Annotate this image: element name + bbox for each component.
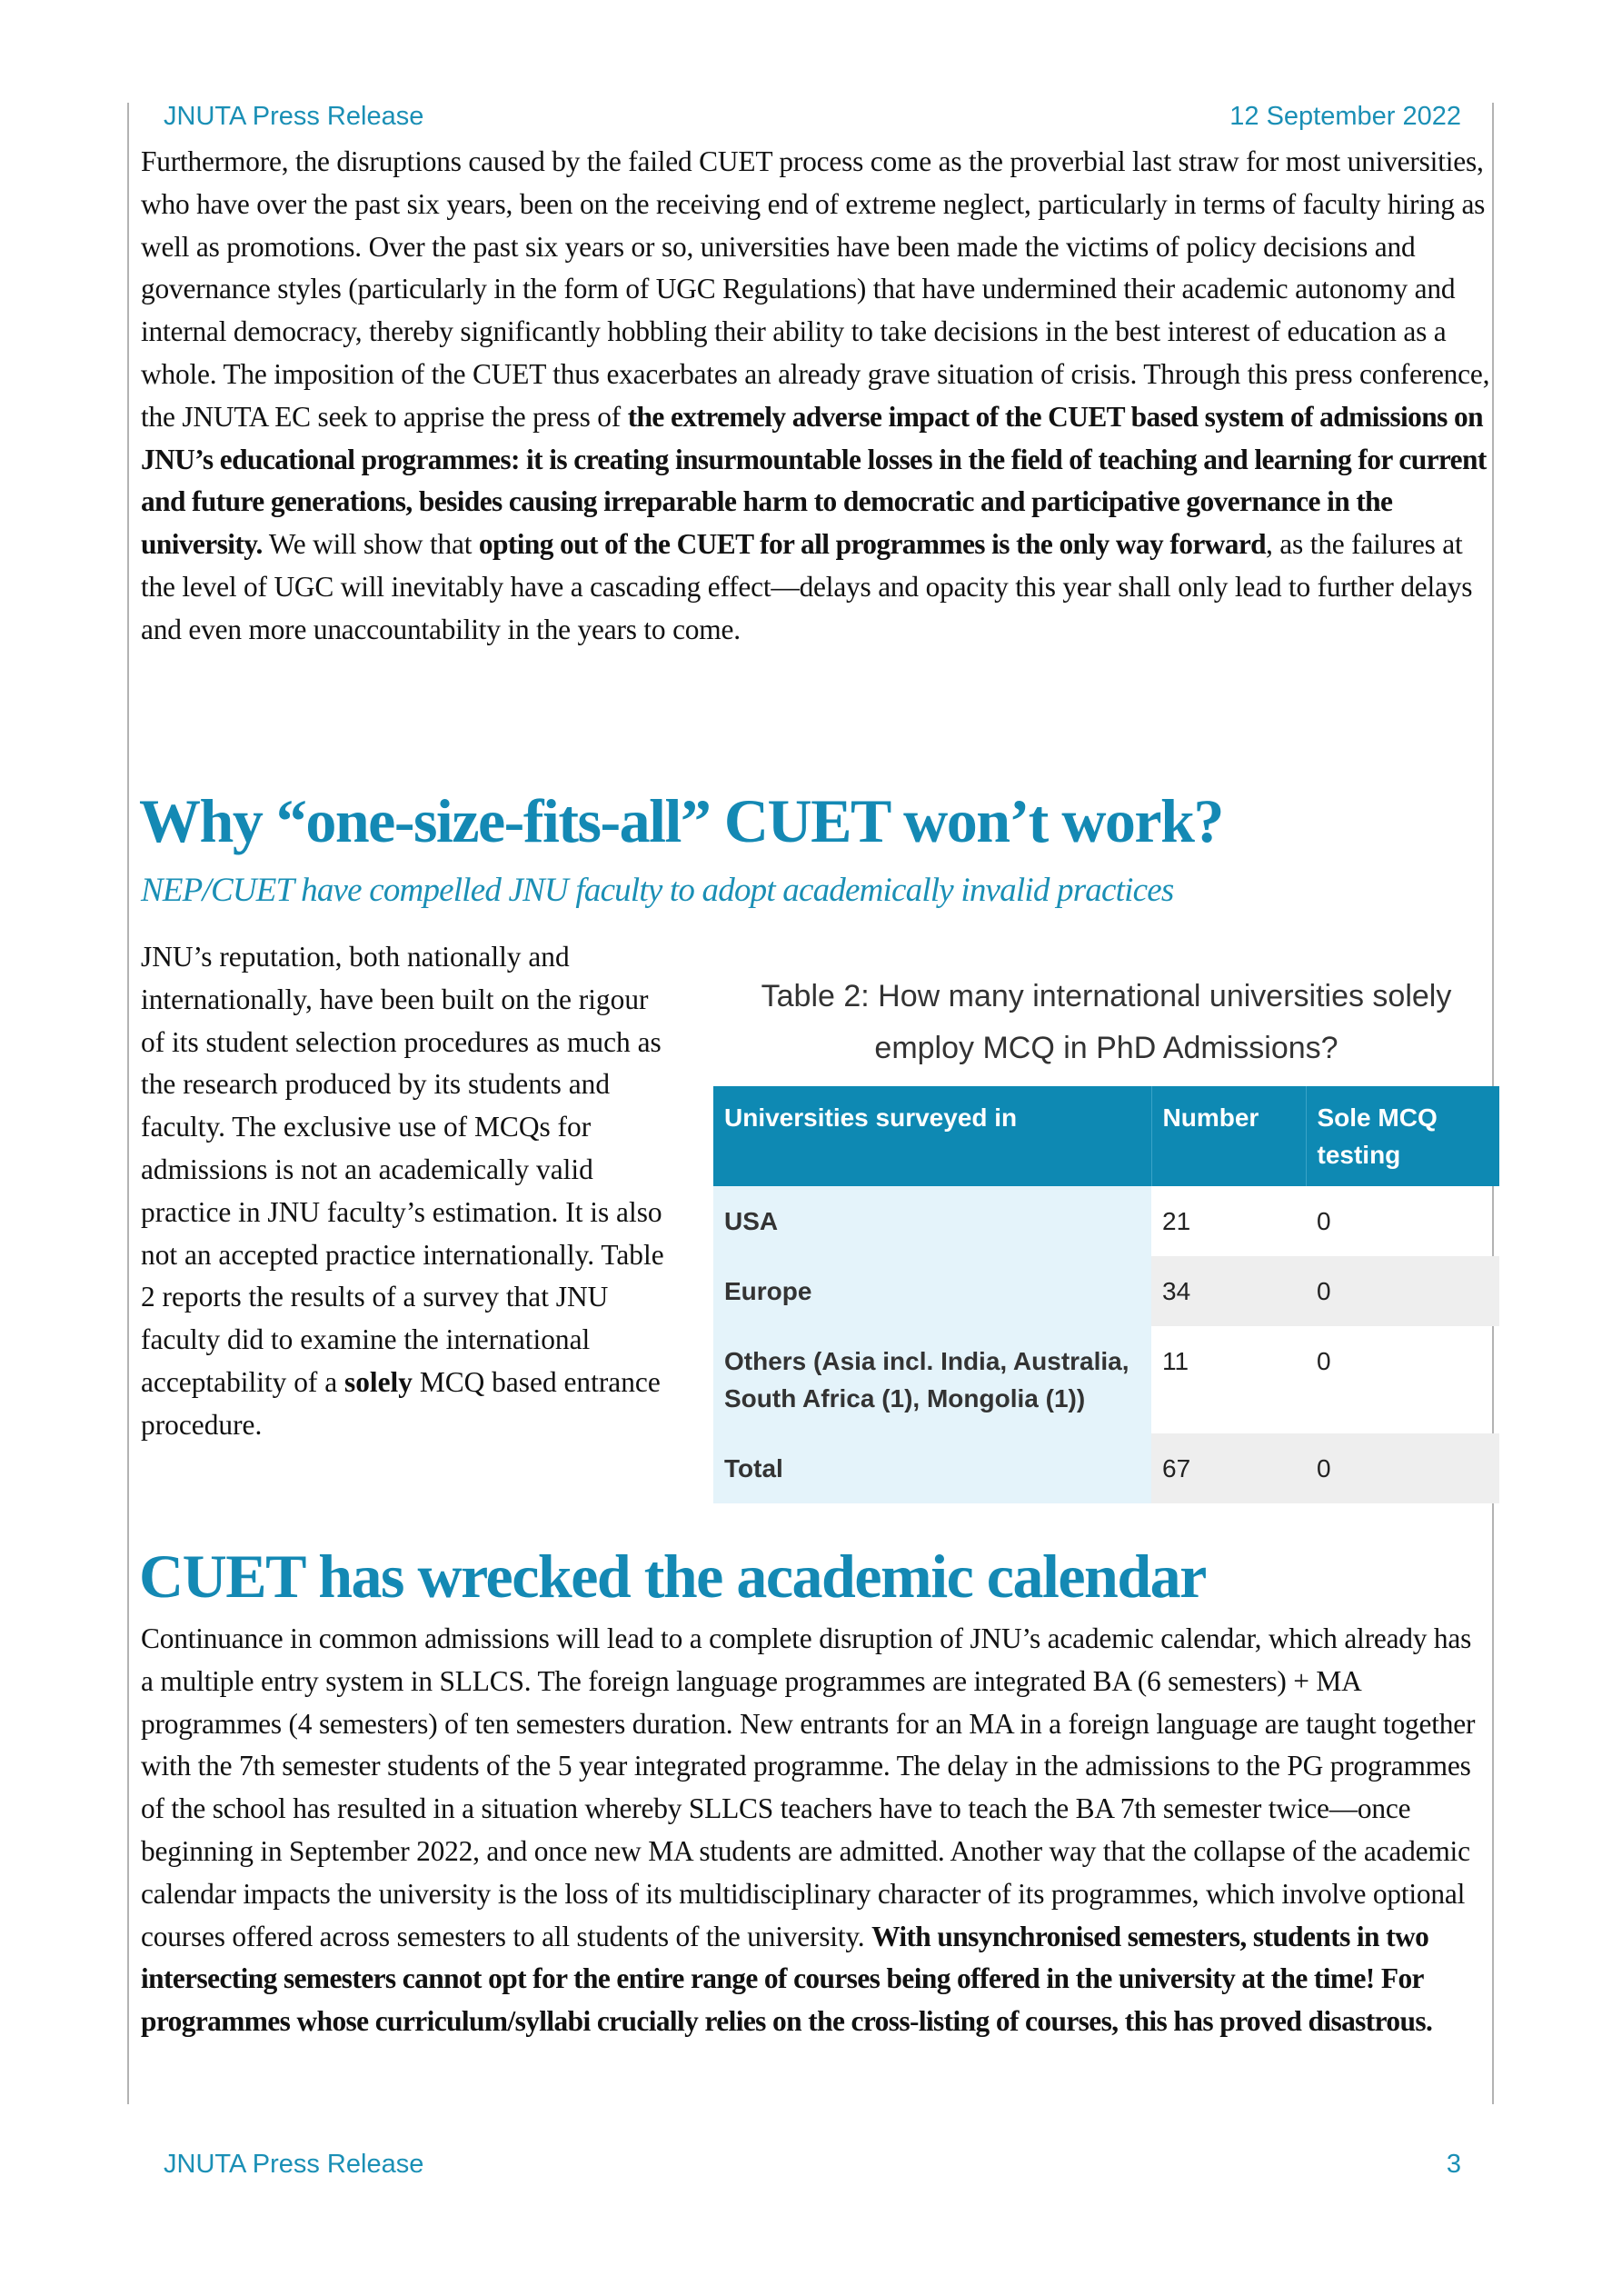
intro-paragraph [141,141,1490,652]
number-cell: 11 [1162,1347,1189,1375]
number-cell: 67 [1151,1433,1306,1503]
section-heading-why-cuet: Why “one-size-fits-all” CUET won’t work? [139,786,1223,855]
number-cell: 21 [1162,1207,1191,1235]
table-row [713,1256,1499,1326]
calendar-paragraph [141,1618,1490,2043]
intro-text: We will show that [262,528,479,561]
section-subtitle: NEP/CUET have compelled JNU faculty to adopt academically invalid practices [141,872,1174,909]
column-header: Number [1151,1086,1306,1186]
region-cell: USA [713,1186,1151,1256]
table-row [713,1326,1499,1433]
intro-emphasis: the extremely adverse impact of the CUET based system of admissions on JNU’s educational programmes: it is creating insurmountable losses in the field of teaching and learning for current and future generations, besides causing irreparable harm to democratic and participative governance in the university. [141,400,1487,561]
reputation-paragraph [141,936,677,1447]
left-margin-rule [127,103,129,2104]
region-cell: Europe [713,1256,1151,1326]
sole-mcq-cell: 0 [1317,1207,1331,1235]
intro-text: , as the failures at the level of UGC will inevitably have a cascading effect—delays and opacity this year shall only lead to further delays and even more unaccountability in the years to come. [141,528,1473,645]
body-text: JNU’s reputation, both nationally and internationally, have been built on the rigour of its student selection procedures as much as the research produced by its students and faculty. The exclusive use of MCQs for admissions is not an academically valid practice in JNU faculty’s estimation. It is also not an accepted practice internationally. Table 2 reports the results of a survey that JNU faculty did to examine the international acceptability of a [141,941,664,1398]
running-footer-title: JNUTA Press Release [164,2150,424,2179]
table-caption: Table 2: How many international universities solely employ MCQ in PhD Admissions? [761,979,1452,1065]
running-header-title: JNUTA Press Release [164,102,424,131]
body-emphasis: solely [343,1365,413,1398]
sole-mcq-cell: 0 [1306,1433,1499,1503]
section-heading-academic-calendar: CUET has wrecked the academic calendar [139,1542,1206,1611]
sole-mcq-cell: 0 [1306,1256,1499,1326]
table-header-row [713,1086,1499,1186]
table-row [713,1186,1499,1256]
intro-text: Furthermore, the disruptions caused by the failed CUET process come as the proverbial last straw for most universities, who have over the past six years, been on the receiving end of extreme neglect, particularly in terms of faculty hiring as well as promotions. Over the past six years or so, universities have been made the victims of policy decisions and governance styles (particularly in the form of UGC Regulations) that have undermined their academic autonomy and internal democracy, thereby significantly hobbling their ability to take decisions in the best interest of education as a whole. The imposition of the CUET thus exacerbates an already grave situation of crisis. Through this press conference, the JNUTA EC seek to apprise the press of [141,145,1490,433]
region-cell: Others (Asia incl. India, Australia, South Africa (1), Mongolia (1)) [713,1326,1151,1433]
sole-mcq-cell: 0 [1317,1347,1331,1375]
running-header-date: 12 September 2022 [1229,102,1461,131]
number-cell: 34 [1151,1256,1306,1326]
body-text: Continuance in common admissions will lead to a complete disruption of JNU’s academic calendar, which already has a multiple entry system in SLLCS. The foreign language programmes are integrated BA (6 semesters) + MA programmes (4 semesters) of ten semesters duration. New entrants for an MA in a foreign language are taught together with the 7th semester students of the 5 year integrated programme. The delay in the admissions to the PG programmes of the school has resulted in a situation whereby SLLCS teachers have to teach the BA 7th semester twice—once beginning in September 2022, and once new MA students are admitted. Another way that the collapse of the academic calendar impacts the university is the loss of its multidisciplinary character of its programmes, which involve optional courses offered across semesters to all students of the university. [141,1622,1476,1952]
body-text: MCQ based entrance procedure. [141,1365,661,1441]
column-header: Sole MCQ testing [1306,1086,1499,1186]
region-cell: Total [713,1433,1151,1503]
table-total-row [713,1433,1499,1503]
intro-emphasis: opting out of the CUET for all programmes is the only way forward [478,528,1267,561]
body-emphasis: With unsynchronised semesters, students in two intersecting semesters cannot opt for the entire range of courses being offered in the university at the time! For programmes whose curriculum/syllabi crucially relies on the cross-listing of courses, this has proved disastrous. [141,1920,1433,2038]
survey-table [713,1086,1499,1503]
column-header: Universities surveyed in [713,1086,1151,1186]
page-number: 3 [1446,2150,1461,2179]
